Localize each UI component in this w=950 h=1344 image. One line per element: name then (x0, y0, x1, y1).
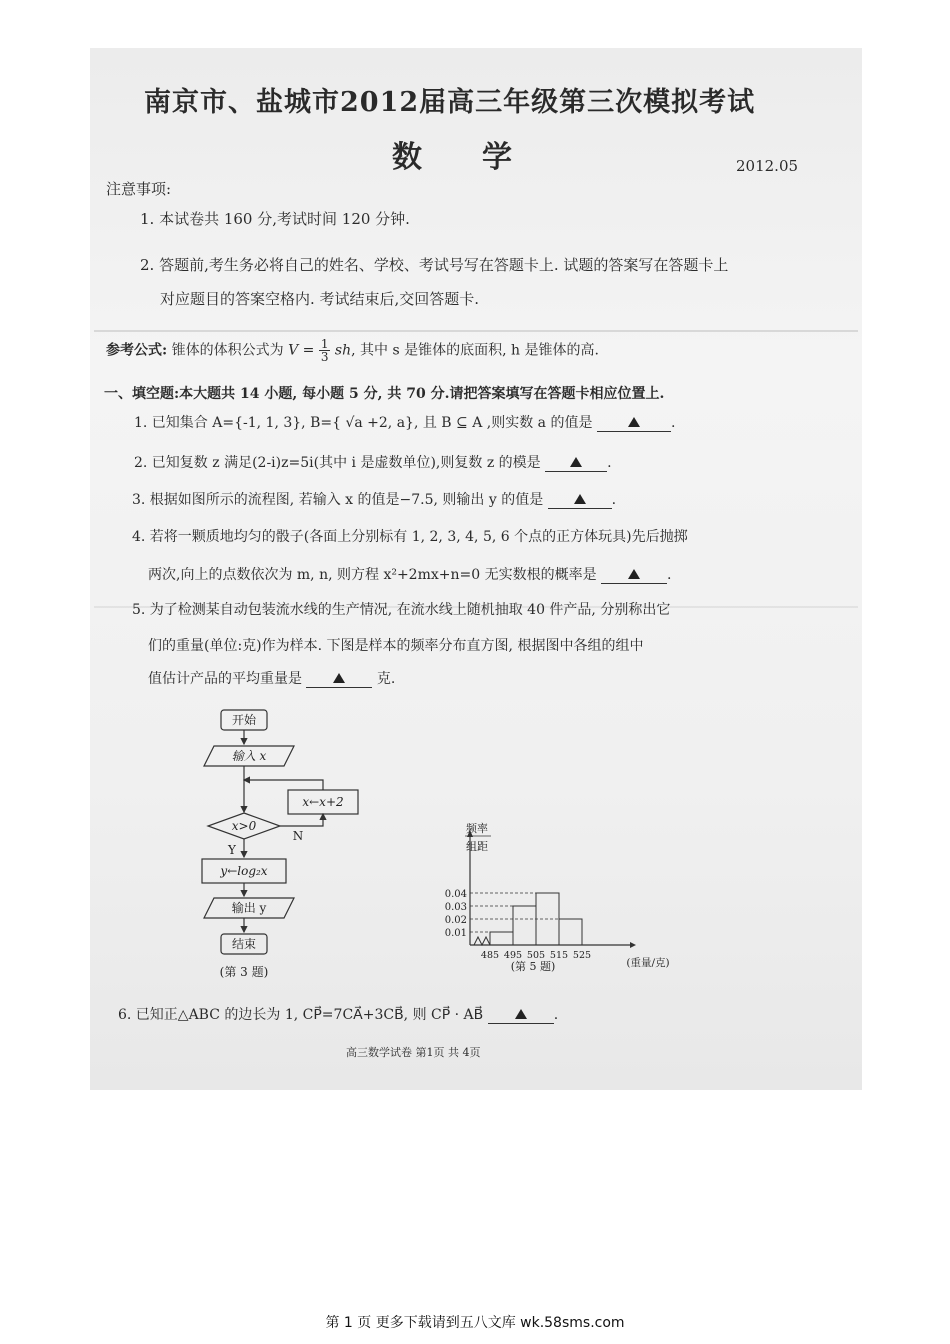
question-4-cont (148, 564, 672, 584)
question-2 (134, 452, 612, 472)
x-tick-label: 485 (480, 950, 500, 961)
formula-text-2: , 其中 s 是锥体的底面积, h 是锥体的高. (351, 342, 599, 359)
notes-item-2-cont: 对应题目的答案空格内. 考试结束后,交回答题卡. (160, 290, 480, 308)
question-4: 4. 若将一颗质地均匀的骰子(各面上分别标有 1, 2, 3, 4, 5, 6 个点的正方体玩具)先后抛掷 (132, 529, 688, 545)
notes-heading: 注意事项: (106, 180, 172, 198)
question-5-cont: 们的重量(单位:克)作为样本. 下图是样本的频率分布直方图, 根据图中各组的组中 (148, 638, 644, 654)
period: . (667, 567, 672, 583)
section-heading: 一、填空题:本大题共 14 小题, 每小题 5 分, 共 70 分.请把答案填写在答题卡相应位置上. (104, 386, 665, 402)
formula-label: 参考公式: (106, 342, 168, 359)
formula-v: V = (288, 342, 315, 359)
histogram-chart (425, 815, 690, 975)
flow-assign-label: y←log₂x (220, 864, 268, 878)
question-4-text: 两次,向上的点数依次为 m, n, 则方程 x²+2mx+n=0 无实数根的概率是 (148, 567, 597, 583)
x-tick-label: 515 (549, 950, 569, 961)
question-5-cont-2 (148, 668, 395, 688)
x-axis-arrow (630, 942, 636, 948)
flow-end-label: 结束 (231, 937, 257, 951)
question-3-text: 3. 根据如图所示的流程图, 若输入 x 的值是−7.5, 则输出 y 的值是 (132, 492, 544, 508)
exam-title: 南京市、盐城市2012届高三年级第三次模拟考试 (144, 87, 756, 118)
answer-blank-3[interactable] (548, 492, 612, 509)
triangle-icon (570, 457, 582, 467)
reference-formula (106, 338, 599, 363)
period: . (553, 1007, 559, 1023)
histogram-bar (490, 932, 513, 945)
triangle-icon (574, 494, 586, 504)
question-2-text: 2. 已知复数 z 满足(2-i)z=5i(其中 i 是虚数单位),则复数 z 的模是 (134, 455, 541, 471)
formula-sh: sh (334, 342, 352, 359)
exam-subject: 数 学 (392, 140, 512, 175)
exam-date: 2012.05 (736, 157, 799, 175)
flow-yes-label: Y (228, 843, 236, 857)
y-axis-label-top: 频率 (466, 822, 488, 835)
period: . (611, 492, 617, 508)
fraction-numerator: 1 (320, 337, 329, 351)
question-1 (134, 412, 675, 432)
axis-break-mark (474, 937, 490, 945)
triangle-icon (515, 1009, 527, 1019)
question-3 (132, 489, 616, 509)
x-tick-label: 525 (572, 950, 592, 961)
answer-blank-4[interactable] (601, 567, 667, 584)
question-6-text: 6. 已知正△ABC 的边长为 1, CP⃗=7CA⃗+3CB⃗, 则 CP⃗ · AB⃗ (118, 1007, 484, 1023)
answer-blank-1[interactable] (597, 415, 671, 432)
flow-loop-label: x←x+2 (302, 795, 344, 809)
notes-item-1: 1. 本试卷共 160 分,考试时间 120 分钟. (140, 210, 410, 228)
period: . (607, 455, 612, 471)
x-tick-label: 495 (503, 950, 523, 961)
answer-blank-6[interactable] (488, 1007, 554, 1024)
y-tick-label: 0.01 (444, 928, 467, 939)
inner-page-footer: 高三数学试卷 第1页 共 4页 (346, 1046, 481, 1059)
histogram-bar (559, 919, 582, 945)
question-5-text: 值估计产品的平均重量是 (148, 671, 302, 687)
formula-text-1: 锥体的体积公式为 (171, 342, 284, 359)
triangle-icon (628, 417, 640, 427)
period: . (670, 415, 676, 431)
histogram-bar (513, 906, 536, 945)
triangle-icon (628, 569, 640, 579)
flow-condition-label: x>0 (231, 819, 257, 833)
formula-fraction (319, 338, 331, 363)
answer-blank-5[interactable] (306, 671, 372, 688)
flow-start-label: 开始 (231, 713, 257, 727)
question-5: 5. 为了检测某自动包装流水线的生产情况, 在流水线上随机抽取 40 件产品, 分别称出它 (132, 602, 671, 618)
question-6 (118, 1004, 558, 1024)
notes-item-2: 2. 答题前,考生务必将自己的姓名、学校、考试号写在答题卡上. 试题的答案写在答题卡上 (140, 256, 729, 274)
triangle-icon (333, 673, 345, 683)
flow-output-label: 输出 y (231, 901, 267, 915)
x-axis-label: (重量/克) (626, 957, 670, 969)
y-tick-label: 0.03 (444, 902, 467, 913)
chart-caption: (第 5 题) (510, 960, 556, 973)
y-axis-label-bottom: 组距 (466, 840, 488, 853)
y-tick-label: 0.02 (444, 915, 467, 926)
flow-no-label: N (292, 829, 304, 843)
flow-input-label: 输入 x (231, 749, 267, 763)
page-footer: 第 1 页 更多下载请到五八文库 wk.58sms.com (325, 1315, 625, 1331)
fraction-denominator: 3 (320, 350, 329, 364)
y-tick-label: 0.04 (444, 889, 467, 900)
scan-fold-line (94, 330, 858, 332)
answer-blank-2[interactable] (545, 455, 607, 472)
question-1-text: 1. 已知集合 A={-1, 1, 3}, B={ √a +2, a}, 且 B ⊆ A ,则实数 a 的值是 (134, 415, 593, 431)
flow-caption: (第 3 题) (219, 965, 269, 979)
question-5-unit: 克. (376, 671, 396, 687)
flowchart (190, 700, 360, 985)
x-tick-label: 505 (526, 950, 546, 961)
